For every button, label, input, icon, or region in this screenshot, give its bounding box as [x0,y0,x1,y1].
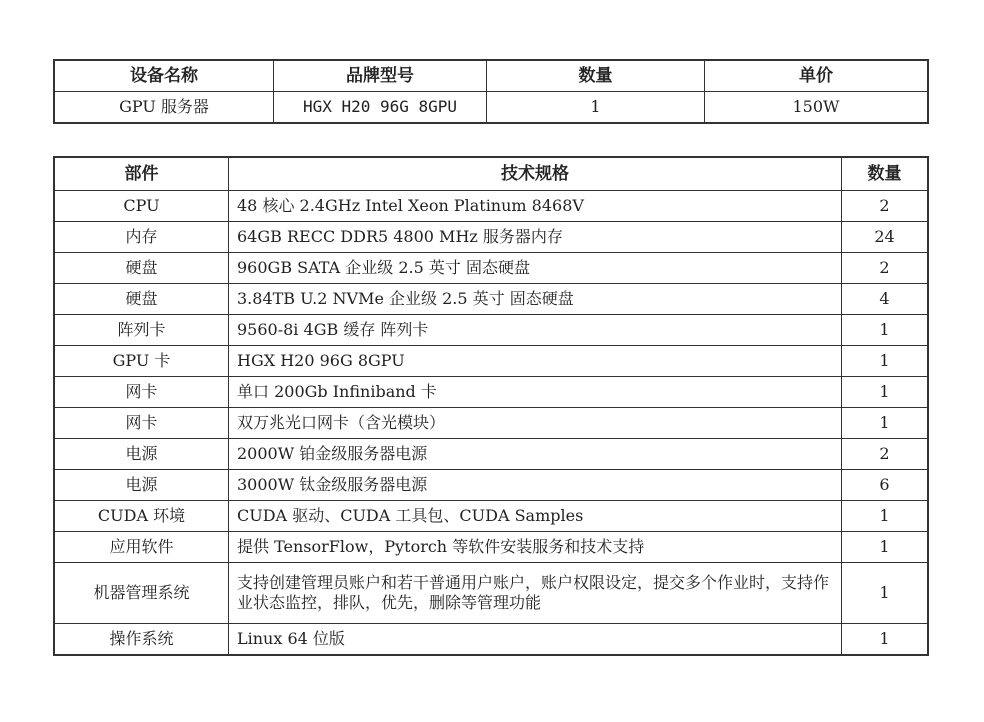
table-row [55,315,928,346]
table-row [55,191,928,222]
header-quantity: 数量 [487,61,705,92]
table-row [55,377,928,408]
qty-cell: 1 [842,532,928,563]
table-row [55,284,928,315]
spec-cell: HGX H20 96G 8GPU [229,346,842,377]
part-cell: 操作系统 [55,624,229,655]
spec-cell: 960GB SATA 企业级 2.5 英寸 固态硬盘 [229,253,842,284]
qty-cell: 1 [842,624,928,655]
qty-cell: 1 [842,408,928,439]
brand-model-cell: HGX H20 96G 8GPU [274,92,487,123]
table-row [55,439,928,470]
table-row [55,346,928,377]
spec-cell: 支持创建管理员账户和若干普通用户账户，账户权限设定，提交多个作业时，支持作业状态监控，排队，优先，删除等管理功能 [229,563,842,624]
table-row [55,470,928,501]
header-spec: 技术规格 [229,158,842,191]
table-row [55,563,928,624]
summary-header-row [55,61,928,92]
device-name-cell: GPU 服务器 [55,92,274,123]
part-cell: GPU 卡 [55,346,229,377]
spec-cell: 3000W 钛金级服务器电源 [229,470,842,501]
table-row [55,624,928,655]
qty-cell: 1 [842,563,928,624]
qty-cell: 1 [842,377,928,408]
table-row [55,408,928,439]
part-cell: 电源 [55,470,229,501]
part-cell: 网卡 [55,377,229,408]
spec-cell: 双万兆光口网卡（含光模块） [229,408,842,439]
qty-cell: 2 [842,439,928,470]
spec-cell: Linux 64 位版 [229,624,842,655]
qty-cell: 6 [842,470,928,501]
table-row [55,222,928,253]
spec-cell: 64GB RECC DDR5 4800 MHz 服务器内存 [229,222,842,253]
header-part: 部件 [55,158,229,191]
equipment-summary-table [54,60,928,123]
spec-cell: 9560-8i 4GB 缓存 阵列卡 [229,315,842,346]
part-cell: 网卡 [55,408,229,439]
part-cell: 应用软件 [55,532,229,563]
part-cell: 内存 [55,222,229,253]
qty-cell: 1 [842,346,928,377]
part-cell: 阵列卡 [55,315,229,346]
quantity-cell: 1 [487,92,705,123]
header-unit-price: 单价 [705,61,928,92]
part-cell: 电源 [55,439,229,470]
spec-cell: CUDA 驱动、CUDA 工具包、CUDA Samples [229,501,842,532]
table-row [55,253,928,284]
spec-cell: 3.84TB U.2 NVMe 企业级 2.5 英寸 固态硬盘 [229,284,842,315]
qty-cell: 2 [842,191,928,222]
spec-header-row [55,158,928,191]
header-device-name: 设备名称 [55,61,274,92]
qty-cell: 4 [842,284,928,315]
component-spec-table [54,157,928,655]
header-qty: 数量 [842,158,928,191]
table-row [55,501,928,532]
table-row [55,532,928,563]
part-cell: 硬盘 [55,253,229,284]
spec-cell: 2000W 铂金级服务器电源 [229,439,842,470]
qty-cell: 24 [842,222,928,253]
spec-cell: 48 核心 2.4GHz Intel Xeon Platinum 8468V [229,191,842,222]
part-cell: CPU [55,191,229,222]
spec-cell: 单口 200Gb Infiniband 卡 [229,377,842,408]
part-cell: 机器管理系统 [55,563,229,624]
spec-cell: 提供 TensorFlow，Pytorch 等软件安装服务和技术支持 [229,532,842,563]
qty-cell: 1 [842,501,928,532]
header-brand-model: 品牌型号 [274,61,487,92]
part-cell: 硬盘 [55,284,229,315]
summary-row [55,92,928,123]
qty-cell: 1 [842,315,928,346]
spec-table-body [55,191,928,655]
qty-cell: 2 [842,253,928,284]
unit-price-cell: 150W [705,92,928,123]
part-cell: CUDA 环境 [55,501,229,532]
